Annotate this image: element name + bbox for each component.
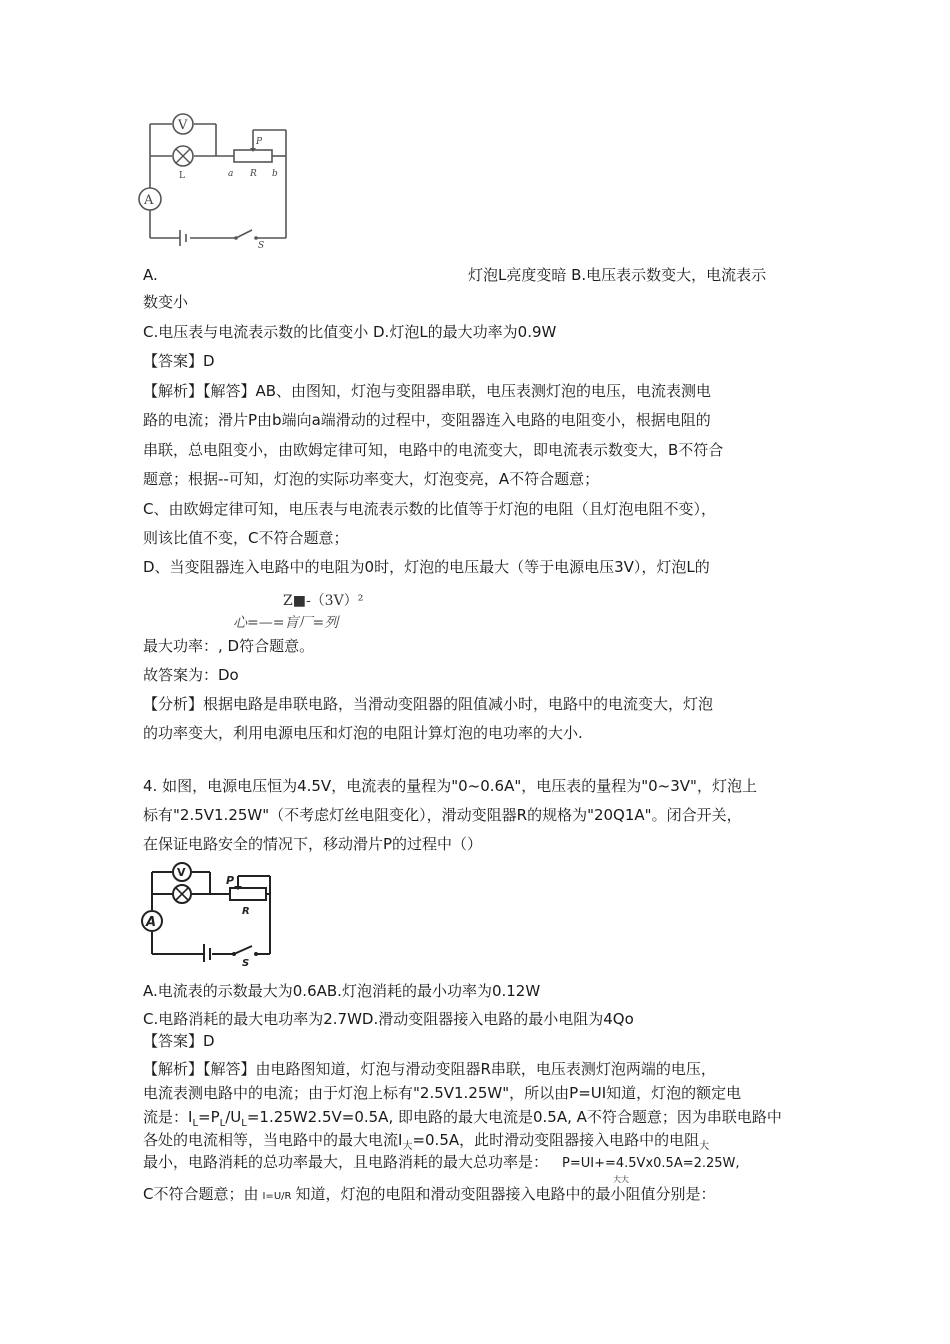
q4-analysis-line-6: C不符合题意；由 I=U/R 知道，灯泡的电阻和滑动变阻器接入电路中的最小阻值分别是： <box>143 1185 716 1203</box>
q4-options-ab: A.电流表的示数最大为0.6AB.灯泡消耗的最小功率为0.12W <box>143 982 541 1000</box>
q4-options-cd: C.电路消耗的最大电功率为2.7WD.滑动变阻器接入电路的最小电阻为4Qo <box>143 1010 634 1028</box>
q4-stem-line-3: 在保证电路安全的情况下，移动滑片P的过程中（） <box>143 835 483 853</box>
q3-analysis-line-1: 【解析】【解答】AB、由图知，灯泡与变阻器串联，电压表测灯泡的电压，电流表测电 <box>143 382 712 400</box>
q3-analysis-line-10: 【分析】根据电路是串联电路，当滑动变阻器的阻值减小时，电路中的电流变大，灯泡 <box>143 695 714 713</box>
c1-p-label: P <box>256 137 263 147</box>
q3-analysis-line-7: D、当变阻器连入电路中的电阻为0时，灯泡的电压最大（等于电源电压3V），灯泡L的 <box>143 558 710 576</box>
c1-a-label: A <box>144 193 154 208</box>
q4-analysis-line-2: 电流表测电路中的电流；由于灯泡上标有"2.5V1.25W"，所以由P=UI知道，灯泡的额定电 <box>143 1084 742 1102</box>
q3-option-a-text: 灯泡L亮度变暗 B.电压表示数变大，电流表示 <box>468 266 767 284</box>
q3-formula-bottom: 心=—=肓厂=列 <box>233 615 339 631</box>
q4-analysis-line-1: 【解析】【解答】由电路图知道，灯泡与滑动变阻器R串联，电压表测灯泡两端的电压， <box>143 1060 716 1078</box>
c2-v-label: V <box>177 866 186 879</box>
q3-option-a-label: A. <box>143 266 158 284</box>
c1-a-end-label: a <box>228 169 234 179</box>
q3-option-a-continued: 数变小 <box>143 293 189 311</box>
c2-p-label: P <box>226 874 235 887</box>
q3-analysis-line-4: 题意；根据--可知，灯泡的实际功率变大，灯泡变亮，A不符合题意； <box>143 470 600 488</box>
c1-s-label: S <box>258 241 265 248</box>
c2-s-label: S <box>242 958 250 968</box>
q3-analysis-line-11: 的功率变大，利用电源电压和灯泡的电阻计算灯泡的电功率的大小. <box>143 724 583 742</box>
c1-r-label: R <box>250 169 257 179</box>
q4-answer: 【答案】D <box>143 1032 215 1050</box>
q3-analysis-line-5: C、由欧姆定律可知，电压表与电流表示数的比值等于灯泡的电阻（且灯泡电阻不变）， <box>143 500 716 518</box>
circuit-diagram-1 <box>138 108 298 248</box>
q3-analysis-line-2: 路的电流；滑片P由b端向a端滑动的过程中，变阻器连入电路的电阻变小，根据电阻的 <box>143 411 711 429</box>
c1-b-end-label: b <box>272 169 278 179</box>
q4-analysis-line-3: 流是：$I_L=P_L/U_L=1.25W2.5V=0.5A$, 即电路的最大电流是0.5A, A不符合题意；因为串联电路中 <box>143 1108 782 1129</box>
q3-formula-top: Z■-（3V）² <box>283 593 364 609</box>
q4-analysis-line-4: 各处的电流相等，当电路中的最大电流$I_大=0.5A$，此时滑动变阻器接入电路中的电阻$_大$ <box>143 1131 710 1152</box>
q4-analysis-line-5: 最小，电路消耗的总功率最大，且电路消耗的最大总功率是： P=UI+=4.5Vx0.5A=2.25W, <box>143 1153 740 1171</box>
q4-formula-subscript: 大大 <box>613 1175 629 1184</box>
q3-options-cd: C.电压表与电流表示数的比值变小 D.灯泡L的最大功率为0.9W <box>143 323 557 341</box>
q4-stem-line-1: 4. 如图，电源电压恒为4.5V，电流表的量程为"0~0.6A"，电压表的量程为"0~3V"，灯泡上 <box>143 777 757 795</box>
c1-v-label: V <box>178 118 188 133</box>
q3-analysis-line-6: 则该比值不变，C不符合题意； <box>143 529 349 547</box>
c1-l-label: L <box>179 171 185 181</box>
c2-a-label: A <box>146 915 157 930</box>
q3-analysis-line-9: 故答案为：Do <box>143 666 239 684</box>
q4-stem-line-2: 标有"2.5V1.25W"（不考虑灯丝电阻变化），滑动变阻器R的规格为"20Q1A"。闭合开关， <box>143 806 742 824</box>
c2-r-label: R <box>242 906 250 917</box>
circuit-diagram-2 <box>138 862 278 968</box>
q3-analysis-line-3: 串联，总电阻变小，由欧姆定律可知，电路中的电流变大，即电流表示数变大，B不符合 <box>143 441 724 459</box>
q3-answer: 【答案】D <box>143 352 215 370</box>
q3-analysis-line-8: 最大功率：, D符合题意。 <box>143 637 315 655</box>
